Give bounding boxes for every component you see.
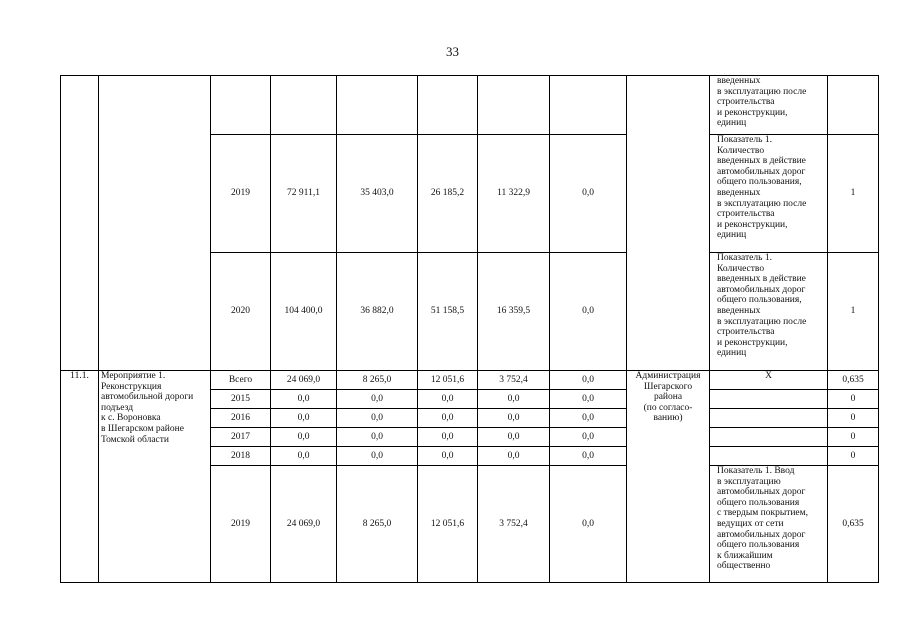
other-cell: 0,0: [550, 447, 627, 466]
year-cell: 2017: [211, 428, 271, 447]
table-row: [61, 76, 879, 135]
other-cell: 0,0: [550, 466, 627, 583]
regional-cell: 0,0: [418, 390, 478, 409]
value-cell: 0,635: [828, 371, 879, 390]
federal-cell: 0,0: [337, 409, 418, 428]
year-cell: Всего: [211, 371, 271, 390]
value-cell: 1: [828, 135, 879, 253]
total-cell: 0,0: [271, 447, 337, 466]
other-cell: 0,0: [550, 135, 627, 253]
page-number: 33: [446, 44, 459, 59]
indicator-cell: Показатель 1. Количество введенных в действие автомобильных дорог общего пользования, введенных в эксплуатацию после строительства и реконструкции, единиц: [710, 253, 828, 371]
total-cell: 104 400,0: [271, 253, 337, 371]
regional-cell: 0,0: [418, 428, 478, 447]
local-cell: 3 752,4: [478, 371, 550, 390]
local-cell: 0,0: [478, 428, 550, 447]
total-cell: 0,0: [271, 390, 337, 409]
total-cell: 0,0: [271, 409, 337, 428]
other-cell: 0,0: [550, 253, 627, 371]
indicator-cell: Показатель 1. Количество введенных в действие автомобильных дорог общего пользования, введенных в эксплуатацию после строительства и реконструкции, единиц: [710, 135, 828, 253]
total-cell: 72 911,1: [271, 135, 337, 253]
local-cell: 3 752,4: [478, 466, 550, 583]
regional-cell: 0,0: [418, 447, 478, 466]
other-cell: 0,0: [550, 409, 627, 428]
regional-cell: 51 158,5: [418, 253, 478, 371]
regional-cell: 0,0: [418, 409, 478, 428]
year-cell: 2015: [211, 390, 271, 409]
year-cell: 2019: [211, 135, 271, 253]
indicator-cell: Х: [710, 371, 828, 390]
indicator-cell: [710, 447, 828, 466]
indicator-cell: [710, 409, 828, 428]
year-cell: 2020: [211, 253, 271, 371]
federal-cell: 35 403,0: [337, 135, 418, 253]
year-cell: 2018: [211, 447, 271, 466]
local-cell: 0,0: [478, 409, 550, 428]
federal-cell: 8 265,0: [337, 466, 418, 583]
name-cell: [99, 76, 211, 371]
total-cell: 0,0: [271, 428, 337, 447]
regional-cell: 12 051,6: [418, 371, 478, 390]
federal-cell: 0,0: [337, 390, 418, 409]
value-cell: 0: [828, 390, 879, 409]
number-cell: [61, 76, 99, 371]
federal-cell: 0,0: [337, 447, 418, 466]
table-row: [61, 371, 879, 390]
year-cell: 2016: [211, 409, 271, 428]
measure-number: 11.1.: [61, 371, 99, 583]
value-cell: 0: [828, 447, 879, 466]
program-table: [60, 75, 879, 583]
regional-cell: 26 185,2: [418, 135, 478, 253]
other-cell: 0,0: [550, 428, 627, 447]
indicator-cell: введенных в эксплуатацию после строительства и реконструкции, единиц: [710, 76, 828, 135]
value-cell: 0: [828, 409, 879, 428]
year-cell: 2019: [211, 466, 271, 583]
other-cell: 0,0: [550, 390, 627, 409]
indicator-cell: Показатель 1. Ввод в эксплуатацию автомобильных дорог общего пользования с твердым покрытием, ведущих от сети автомобильных дорог общего пользования к ближайшим общественно: [710, 466, 828, 583]
federal-cell: 36 882,0: [337, 253, 418, 371]
local-cell: 11 322,9: [478, 135, 550, 253]
value-cell: 0: [828, 428, 879, 447]
measure-admin: Администрация Шегарского района (по согласо- ванию): [627, 371, 710, 583]
regional-cell: 12 051,6: [418, 466, 478, 583]
value-cell: 0,635: [828, 466, 879, 583]
other-cell: 0,0: [550, 371, 627, 390]
local-cell: 0,0: [478, 447, 550, 466]
total-cell: 24 069,0: [271, 466, 337, 583]
measure-name: Мероприятие 1. Реконструкция автомобильной дороги подъезд к с. Вороновка в Шегарском районе Томской области: [99, 371, 211, 583]
admin-cell: [627, 76, 710, 371]
local-cell: 16 359,5: [478, 253, 550, 371]
federal-cell: 8 265,0: [337, 371, 418, 390]
indicator-cell: [710, 390, 828, 409]
value-cell: 1: [828, 253, 879, 371]
federal-cell: 0,0: [337, 428, 418, 447]
indicator-cell: [710, 428, 828, 447]
local-cell: 0,0: [478, 390, 550, 409]
total-cell: 24 069,0: [271, 371, 337, 390]
